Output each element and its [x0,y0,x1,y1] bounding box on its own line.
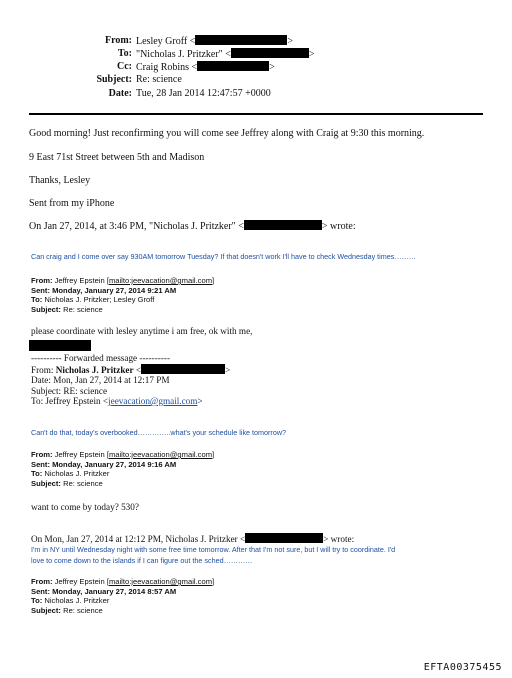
forwarded-to-pre: To: Jeffrey Epstein < [31,396,109,406]
msg2-from [31,450,214,460]
forwarded-subject: Subject: RE: science [31,385,108,396]
msg1-body-blue: Can craig and I come over say 930AM tomorrow Tuesday? If that doesn't work I'll have to check Wednesday times……… [31,252,416,261]
forwarded-email-link[interactable]: jeevacation@gmail.com [108,396,198,406]
cc-text: Craig Robins < [136,62,198,73]
header-divider [29,113,483,115]
to-close: > [308,49,315,60]
from-label: From: [104,35,132,46]
msg1-to-label: To: [31,295,43,304]
from-value [136,35,293,47]
msg1-body: please coordinate with lesley anytime i am free, ok with me, [31,326,253,336]
forwarded-from [31,364,230,376]
msg2-body: want to come by today? 530? [31,502,139,512]
cc-label: Cc: [117,61,132,72]
msg1-from-label: From: [31,276,53,285]
cc-close: > [269,62,275,73]
msg1-subject-label: Subject: [31,304,61,314]
msg2-sent-label: Sent: [31,459,50,469]
quote-attribution [29,220,356,232]
msg3-sent-label: Sent: [31,586,50,596]
msg3-quote-wrote: > wrote: [323,534,355,544]
msg1-from-close: ] [212,276,215,285]
msg3-subject [31,606,214,616]
body-line-sent-from: Sent from my iPhone [29,198,115,209]
date-value: Tue, 28 Jan 2014 12:47:57 +0000 [136,88,271,99]
msg3-from-label: From: [31,577,53,586]
msg1-from-value: Jeffrey Epstein [ [52,276,109,285]
msg2-body-blue: Can't do that, today's overbooked…………..what's your schedule like tomorrow? [31,428,287,437]
msg3-from-close: ] [212,577,215,586]
msg3-to-label: To: [31,596,43,605]
msg2-from-label: From: [31,450,53,459]
msg1-sent [31,286,214,296]
msg3-subject-label: Subject: [31,605,61,615]
msg1-subject [31,305,214,315]
to-text: "Nicholas J. Pritzker" < [136,49,231,60]
redaction-bar [245,533,323,543]
document-id: EFTA00375455 [423,662,502,673]
msg1-to [31,295,214,305]
msg3-sent-value: Monday, January 27, 2014 8:57 AM [49,586,177,596]
quote-text: On Jan 27, 2014, at 3:46 PM, "Nicholas J. Pritzker" < [29,221,244,232]
msg2-to-label: To: [31,469,43,478]
to-label: To: [117,48,132,59]
body-line-signoff: Thanks, Lesley [29,175,91,186]
msg3-body-blue-2: love to come down to the islands if I can figure out the sched………… [31,556,253,565]
msg2-from-close: ] [212,450,215,459]
msg1-sent-value: Monday, January 27, 2014 9:21 AM [49,285,177,295]
msg1-header [31,276,214,314]
redaction-bar [197,61,269,71]
cc-value [136,61,275,73]
msg3-attribution [31,533,354,545]
msg2-header [31,450,214,488]
msg3-body-blue-1: I'm in NY until Wednesday night with some free time tomorrow. After that I'm not sure, but I will try to coordinate. I'd [31,545,396,554]
date-label: Date: [108,88,132,99]
msg2-sent [31,460,214,470]
from-text: Lesley Groff < [136,36,196,47]
msg1-email-link[interactable]: mailto:jeevacation@gmail.com [108,276,213,285]
msg2-to-value: Nicholas J. Pritzker [42,469,110,478]
msg3-email-link[interactable]: mailto:jeevacation@gmail.com [108,577,213,586]
msg1-from [31,276,214,286]
redaction-bar [195,35,287,45]
subject-value: Re: science [136,74,182,85]
msg1-sent-label: Sent: [31,285,50,295]
forwarded-from-pre: < [133,364,142,375]
forwarded-from-close: > [225,364,231,375]
msg3-to-value: Nicholas J. Pritzker [42,596,110,605]
msg2-subject [31,479,214,489]
body-line-greeting: Good morning! Just reconfirming you will come see Jeffrey along with Craig at 9:30 this morning. [29,128,425,139]
forwarded-divider: ---------- Forwarded message ---------- [31,353,171,363]
subject-label: Subject: [96,74,132,85]
msg2-from-value: Jeffrey Epstein [ [52,450,109,459]
body-line-address: 9 East 71st Street between 5th and Madison [29,152,205,163]
quote-wrote: > wrote: [321,221,356,232]
msg3-to [31,596,214,606]
msg2-email-link[interactable]: mailto:jeevacation@gmail.com [108,450,213,459]
msg3-from-value: Jeffrey Epstein [ [52,577,109,586]
msg3-quote-text: On Mon, Jan 27, 2014 at 12:12 PM, Nicholas J. Pritzker < [31,534,246,544]
msg2-to [31,469,214,479]
msg3-sent [31,587,214,597]
redaction-bar [29,340,91,351]
msg1-to-value: Nicholas J. Pritzker; Lesley Groff [42,295,155,304]
msg3-subject-value: Re: science [60,605,103,615]
msg3-from [31,577,214,587]
forwarded-to [31,396,230,407]
forwarded-block [31,353,230,407]
msg1-subject-value: Re: science [60,304,103,314]
forwarded-from-label: From: [31,364,56,375]
to-value [136,48,315,60]
redaction-bar [141,364,225,374]
redaction-bar [244,220,322,230]
forwarded-from-name: Nicholas J. Pritzker [55,364,134,375]
from-close: > [287,36,293,47]
forwarded-date: Date: Mon, Jan 27, 2014 at 12:17 PM [31,375,170,385]
msg3-header [31,577,214,615]
msg2-sent-value: Monday, January 27, 2014 9:16 AM [49,459,177,469]
msg2-subject-value: Re: science [60,478,103,488]
redaction-bar [231,48,309,58]
forwarded-to-close: > [197,396,203,406]
msg2-subject-label: Subject: [31,478,61,488]
